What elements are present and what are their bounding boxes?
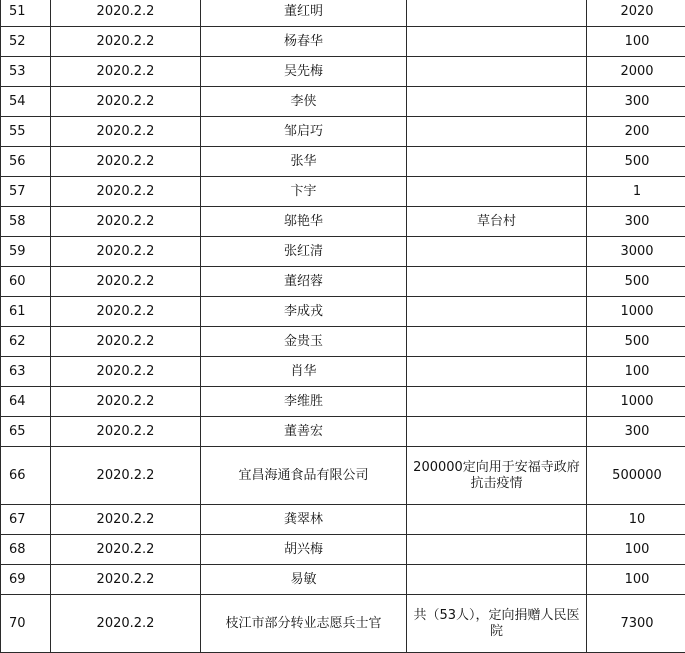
- table-row: [1, 267, 685, 297]
- table-row: [1, 535, 685, 565]
- date-cell: 2020.2.2: [51, 57, 201, 87]
- table-row: [1, 57, 685, 87]
- amount-cell: 1000: [587, 297, 685, 327]
- donation-table-body: [1, 0, 685, 653]
- amount-cell: 3000: [587, 237, 685, 267]
- date-cell: 2020.2.2: [51, 27, 201, 57]
- donor-name-cell: 肖华: [201, 357, 407, 387]
- note-cell: [407, 57, 587, 87]
- date-cell: 2020.2.2: [51, 387, 201, 417]
- amount-cell: 100: [587, 535, 685, 565]
- date-cell: 2020.2.2: [51, 297, 201, 327]
- date-cell: 2020.2.2: [51, 177, 201, 207]
- note-cell: [407, 267, 587, 297]
- table-row: [1, 237, 685, 267]
- note-cell: [407, 27, 587, 57]
- table-row: [1, 207, 685, 237]
- donor-name-cell: 董善宏: [201, 417, 407, 447]
- table-row: [1, 505, 685, 535]
- amount-cell: 2000: [587, 57, 685, 87]
- note-cell: 草台村: [407, 207, 587, 237]
- table-row: [1, 177, 685, 207]
- row-number-cell: 70: [1, 595, 51, 653]
- table-row: [1, 0, 685, 27]
- donor-name-cell: 胡兴梅: [201, 535, 407, 565]
- table-row: [1, 565, 685, 595]
- donor-name-cell: 金贵玉: [201, 327, 407, 357]
- note-cell: 共（53人），定向捐赠人民医院: [407, 595, 587, 653]
- donor-name-cell: 董红明: [201, 0, 407, 27]
- row-number-cell: 55: [1, 117, 51, 147]
- note-cell: [407, 237, 587, 267]
- date-cell: 2020.2.2: [51, 595, 201, 653]
- table-row: [1, 387, 685, 417]
- amount-cell: 100: [587, 565, 685, 595]
- row-number-cell: 67: [1, 505, 51, 535]
- row-number-cell: 64: [1, 387, 51, 417]
- donor-name-cell: 卞宇: [201, 177, 407, 207]
- row-number-cell: 62: [1, 327, 51, 357]
- date-cell: 2020.2.2: [51, 207, 201, 237]
- donor-name-cell: 张红清: [201, 237, 407, 267]
- date-cell: 2020.2.2: [51, 117, 201, 147]
- note-cell: [407, 565, 587, 595]
- note-cell: [407, 0, 587, 27]
- table-row: [1, 595, 685, 653]
- donor-name-cell: 龚翠林: [201, 505, 407, 535]
- date-cell: 2020.2.2: [51, 237, 201, 267]
- date-cell: 2020.2.2: [51, 327, 201, 357]
- table-row: [1, 87, 685, 117]
- date-cell: 2020.2.2: [51, 357, 201, 387]
- note-cell: [407, 417, 587, 447]
- table-row: [1, 327, 685, 357]
- note-cell: 200000定向用于安福寺政府抗击疫情: [407, 447, 587, 505]
- donor-name-cell: 李侠: [201, 87, 407, 117]
- note-cell: [407, 117, 587, 147]
- date-cell: 2020.2.2: [51, 565, 201, 595]
- amount-cell: 2020: [587, 0, 685, 27]
- note-cell: [407, 147, 587, 177]
- note-cell: [407, 505, 587, 535]
- donor-name-cell: 李维胜: [201, 387, 407, 417]
- date-cell: 2020.2.2: [51, 447, 201, 505]
- date-cell: 2020.2.2: [51, 0, 201, 27]
- donor-name-cell: 吴先梅: [201, 57, 407, 87]
- amount-cell: 500: [587, 327, 685, 357]
- amount-cell: 300: [587, 207, 685, 237]
- table-row: [1, 27, 685, 57]
- donor-name-cell: 张华: [201, 147, 407, 177]
- amount-cell: 7300: [587, 595, 685, 653]
- date-cell: 2020.2.2: [51, 535, 201, 565]
- date-cell: 2020.2.2: [51, 87, 201, 117]
- row-number-cell: 57: [1, 177, 51, 207]
- row-number-cell: 61: [1, 297, 51, 327]
- donor-name-cell: 易敏: [201, 565, 407, 595]
- note-cell: [407, 387, 587, 417]
- row-number-cell: 65: [1, 417, 51, 447]
- note-cell: [407, 87, 587, 117]
- row-number-cell: 59: [1, 237, 51, 267]
- date-cell: 2020.2.2: [51, 147, 201, 177]
- donor-name-cell: 宜昌海通食品有限公司: [201, 447, 407, 505]
- row-number-cell: 66: [1, 447, 51, 505]
- row-number-cell: 68: [1, 535, 51, 565]
- row-number-cell: 60: [1, 267, 51, 297]
- amount-cell: 200: [587, 117, 685, 147]
- row-number-cell: 56: [1, 147, 51, 177]
- amount-cell: 1: [587, 177, 685, 207]
- table-row: [1, 417, 685, 447]
- row-number-cell: 52: [1, 27, 51, 57]
- amount-cell: 10: [587, 505, 685, 535]
- row-number-cell: 54: [1, 87, 51, 117]
- date-cell: 2020.2.2: [51, 505, 201, 535]
- donor-name-cell: 邹启巧: [201, 117, 407, 147]
- note-cell: [407, 297, 587, 327]
- table-row: [1, 357, 685, 387]
- amount-cell: 100: [587, 357, 685, 387]
- note-cell: [407, 357, 587, 387]
- amount-cell: 500000: [587, 447, 685, 505]
- amount-cell: 300: [587, 417, 685, 447]
- donor-name-cell: 枝江市部分转业志愿兵士官: [201, 595, 407, 653]
- row-number-cell: 53: [1, 57, 51, 87]
- amount-cell: 1000: [587, 387, 685, 417]
- amount-cell: 100: [587, 27, 685, 57]
- amount-cell: 500: [587, 267, 685, 297]
- date-cell: 2020.2.2: [51, 417, 201, 447]
- row-number-cell: 51: [1, 0, 51, 27]
- table-row: [1, 447, 685, 505]
- table-row: [1, 117, 685, 147]
- table-row: [1, 147, 685, 177]
- row-number-cell: 58: [1, 207, 51, 237]
- note-cell: [407, 535, 587, 565]
- amount-cell: 300: [587, 87, 685, 117]
- row-number-cell: 63: [1, 357, 51, 387]
- row-number-cell: 69: [1, 565, 51, 595]
- amount-cell: 500: [587, 147, 685, 177]
- note-cell: [407, 177, 587, 207]
- date-cell: 2020.2.2: [51, 267, 201, 297]
- donor-name-cell: 邬艳华: [201, 207, 407, 237]
- table-row: [1, 297, 685, 327]
- donor-name-cell: 董绍蓉: [201, 267, 407, 297]
- donor-name-cell: 李成戎: [201, 297, 407, 327]
- note-cell: [407, 327, 587, 357]
- donor-name-cell: 杨春华: [201, 27, 407, 57]
